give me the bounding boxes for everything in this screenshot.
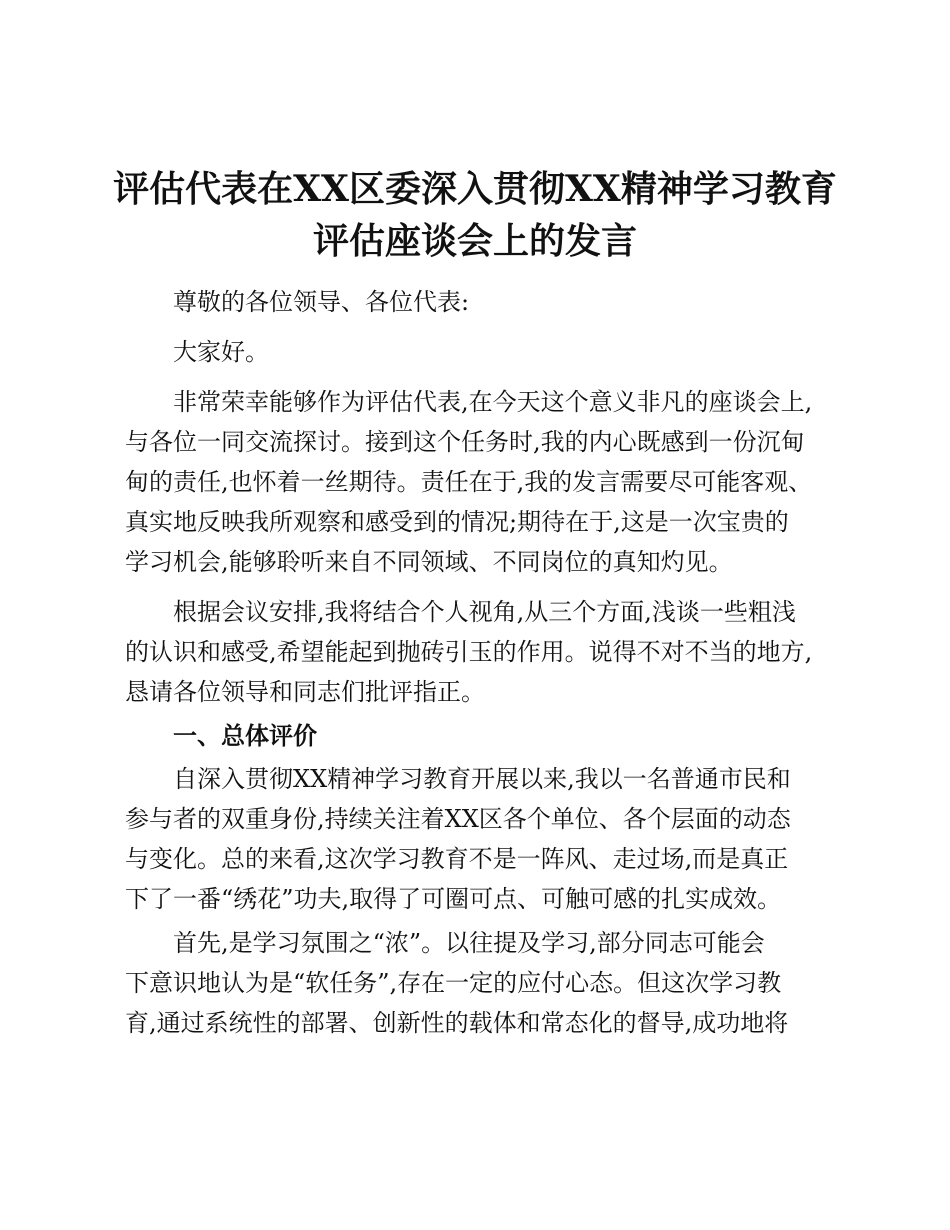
paragraph-overall	[125, 759, 840, 919]
paragraph-line: 下意识地认为是“软任务”,存在一定的应付心态。但这次学习教	[125, 969, 782, 997]
paragraph-line: 下了一番“绣花”功夫,取得了可圈可点、可触可感的扎实成效。	[125, 885, 782, 913]
document-title	[100, 163, 850, 267]
paragraph-line: 真实地反映我所观察和感受到的情况;期待在于,这是一次宝贵的	[125, 508, 789, 536]
greeting-text: 大家好。	[173, 338, 269, 366]
paragraph-line: 学习机会,能够聆听来自不同领域、不同岗位的真知灼见。	[125, 548, 733, 576]
paragraph-atmosphere	[125, 923, 840, 1043]
greeting	[125, 332, 840, 372]
paragraph-line: 与各位一同交流探讨。接到这个任务时,我的内心既感到一份沉甸	[125, 428, 805, 456]
paragraph-line: 参与者的双重身份,持续关注着XX区各个单位、各个层面的动态	[125, 805, 791, 833]
paragraph-intro	[125, 382, 840, 582]
salutation	[125, 282, 840, 322]
paragraph-line: 非常荣幸能够作为评估代表,在今天这个意义非凡的座谈会上,	[173, 388, 813, 416]
paragraph-line: 的认识和感受,希望能起到抛砖引玉的作用。说得不对不当的地方,	[125, 638, 813, 666]
title-line-1: 评估代表在XX区委深入贯彻XX精神学习教育	[113, 168, 837, 210]
paragraph-line: 首先,是学习氛围之“浓”。以往提及学习,部分同志可能会	[173, 929, 765, 957]
paragraph-line: 甸的责任,也怀着一丝期待。责任在于,我的发言需要尽可能客观、	[125, 468, 813, 496]
salutation-text: 尊敬的各位领导、各位代表:	[173, 288, 470, 316]
paragraph-arrangement	[125, 592, 840, 712]
paragraph-line: 育,通过系统性的部署、创新性的载体和常态化的督导,成功地将	[125, 1009, 789, 1037]
paragraph-line: 恳请各位领导和同志们批评指正。	[125, 678, 485, 706]
title-line-2: 评估座谈会上的发言	[312, 220, 637, 262]
paragraph-line: 与变化。总的来看,这次学习教育不是一阵风、走过场,而是真正	[125, 845, 789, 873]
section-heading: 一、总体评价	[173, 722, 317, 750]
paragraph-line: 根据会议安排,我将结合个人视角,从三个方面,浅谈一些粗浅	[173, 598, 796, 626]
paragraph-line: 自深入贯彻XX精神学习教育开展以来,我以一名普通市民和	[173, 765, 791, 793]
document-body	[125, 282, 840, 1058]
